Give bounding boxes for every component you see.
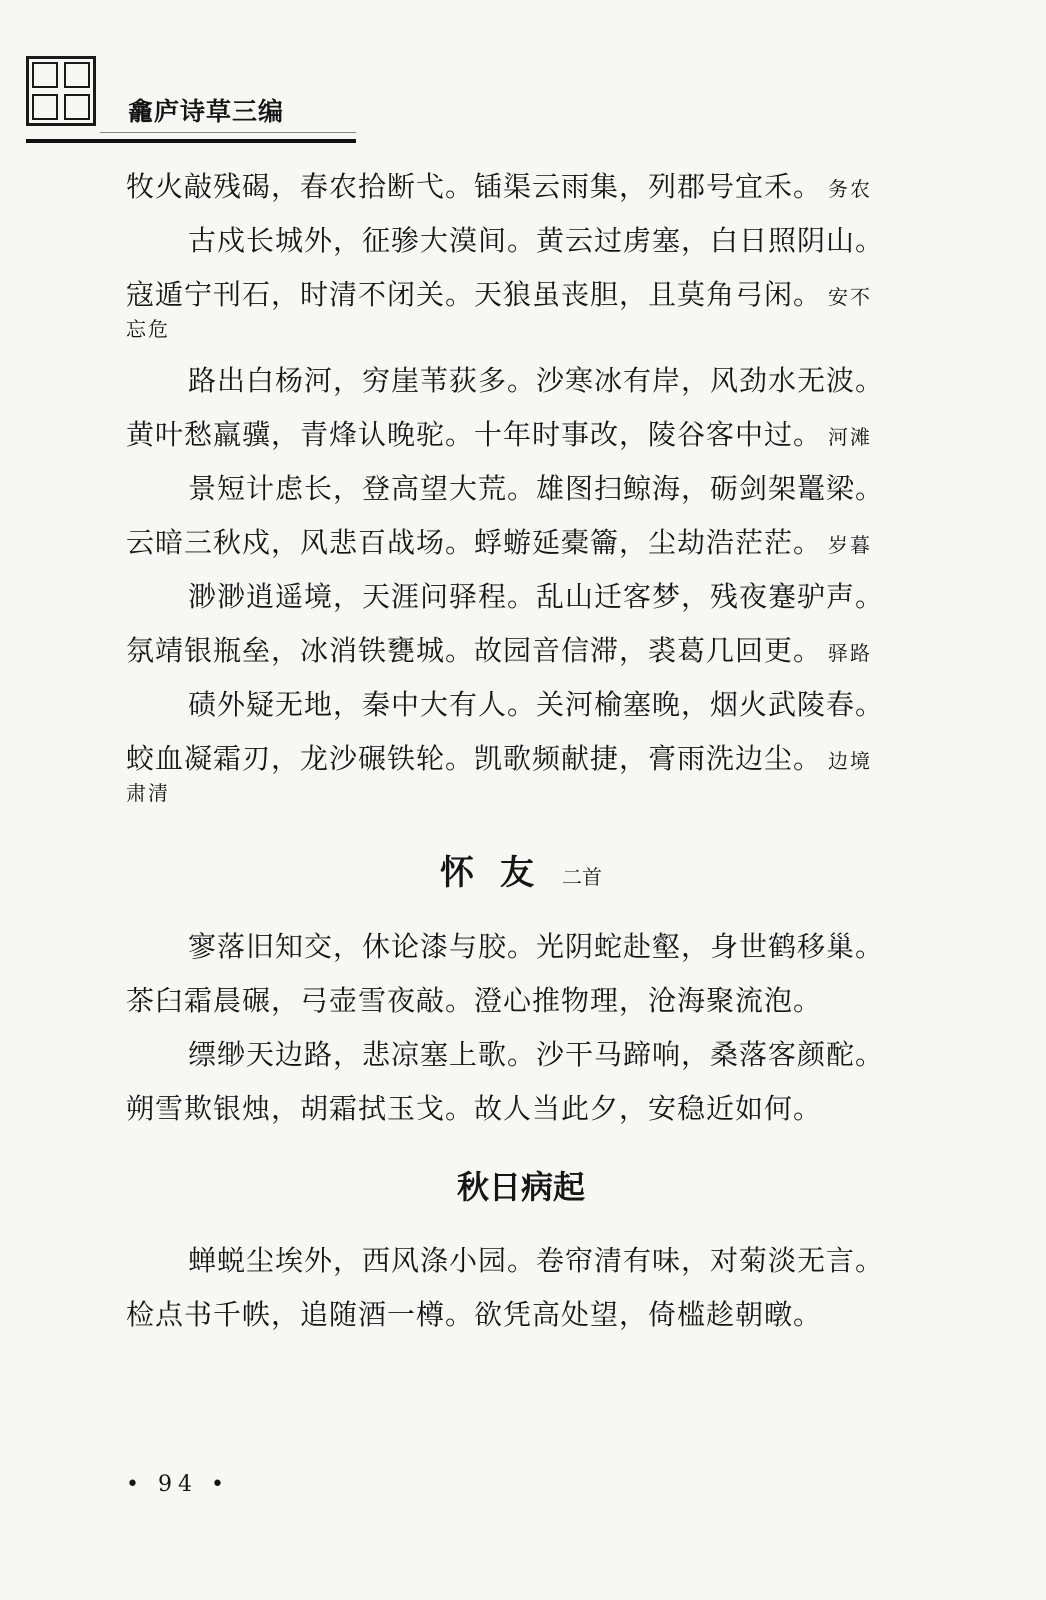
running-header-title: 龕庐诗草三编 — [128, 97, 285, 126]
page-number: • 94 • — [126, 1472, 230, 1497]
poem-note-continued: 忘危 — [126, 317, 170, 341]
section-title-text: 怀友 — [440, 853, 560, 893]
poem-line: 古戍长城外，征骖大漠间。黄云过虏塞，白日照阴山。 — [188, 224, 885, 257]
poem-line: 蝉蜕尘埃外，西风涤小园。卷帘清有味，对菊淡无言。 — [188, 1244, 885, 1277]
seal-logo — [26, 56, 96, 126]
poem-line: 碛外疑无地，秦中大有人。关河榆塞晚，烟火武陵春。 — [188, 688, 885, 721]
section-subtitle: 二首 — [562, 865, 602, 889]
poem-line: 氛靖银瓶垒，冰消铁甕城。故园音信滞，裘葛几回更。 驿路 — [126, 634, 873, 667]
poem-line: 朔雪欺银烛，胡霜拭玉戈。故人当此夕，安稳近如何。 — [126, 1092, 823, 1125]
poem-line: 云暗三秋戍，风悲百战场。蜉蝣延橐籥，尘劫浩茫茫。 岁暮 — [126, 526, 873, 559]
poem-line: 缥缈天边路，悲凉塞上歌。沙干马蹄响，桑落客颜酡。 — [188, 1038, 885, 1071]
poem-line: 蛟血凝霜刃，龙沙碾铁轮。凯歌频献捷，膏雨洗边尘。 边境 — [126, 742, 873, 775]
poem-line: 寇遁宁刊石，时清不闭关。天狼虽丧胆，且莫角弓闲。 安不 — [126, 278, 873, 311]
poem-line: 检点书千帙，追随酒一樽。欲凭高处望，倚槛趁朝暾。 — [126, 1298, 823, 1331]
poem-note: 边境 — [828, 749, 873, 773]
poem-note-continued: 肃清 — [126, 781, 170, 805]
poem-line: 寥落旧知交，休论漆与胶。光阴蛇赴壑，身世鹤移巢。 — [188, 930, 885, 963]
section-title — [126, 836, 956, 910]
poem-note: 岁暮 — [828, 533, 873, 557]
poem-note: 安不 — [828, 285, 873, 309]
section-title: 秋日病起 — [456, 1168, 585, 1206]
page-body — [126, 160, 956, 1342]
poem-line: 路出白杨河，穷崖苇荻多。沙寒冰有岸，风劲水无波。 — [188, 364, 885, 397]
poem-line: 渺渺逍遥境，天涯问驿程。乱山迁客梦，残夜蹇驴声。 — [188, 580, 885, 613]
poem-note: 驿路 — [828, 641, 873, 665]
poem-line: 茶臼霜晨碾，弓壶雪夜敲。澄心推物理，沧海聚流泡。 — [126, 984, 823, 1017]
header-rule — [26, 139, 356, 143]
header-rule-thin — [100, 132, 356, 133]
poem-line: 景短计虑长，登高望大荒。雄图扫鲸海，砺剑架鼍梁。 — [188, 472, 885, 505]
poem-note: 务农 — [828, 177, 873, 201]
poem-line: 牧火敲残碣，春农拾断弋。锸渠云雨集，列郡号宜禾。 务农 — [126, 170, 873, 203]
poem-line: 黄叶愁羸骥，青烽认晚驼。十年时事改，陵谷客中过。 河滩 — [126, 418, 873, 451]
poem-note: 河滩 — [828, 425, 873, 449]
